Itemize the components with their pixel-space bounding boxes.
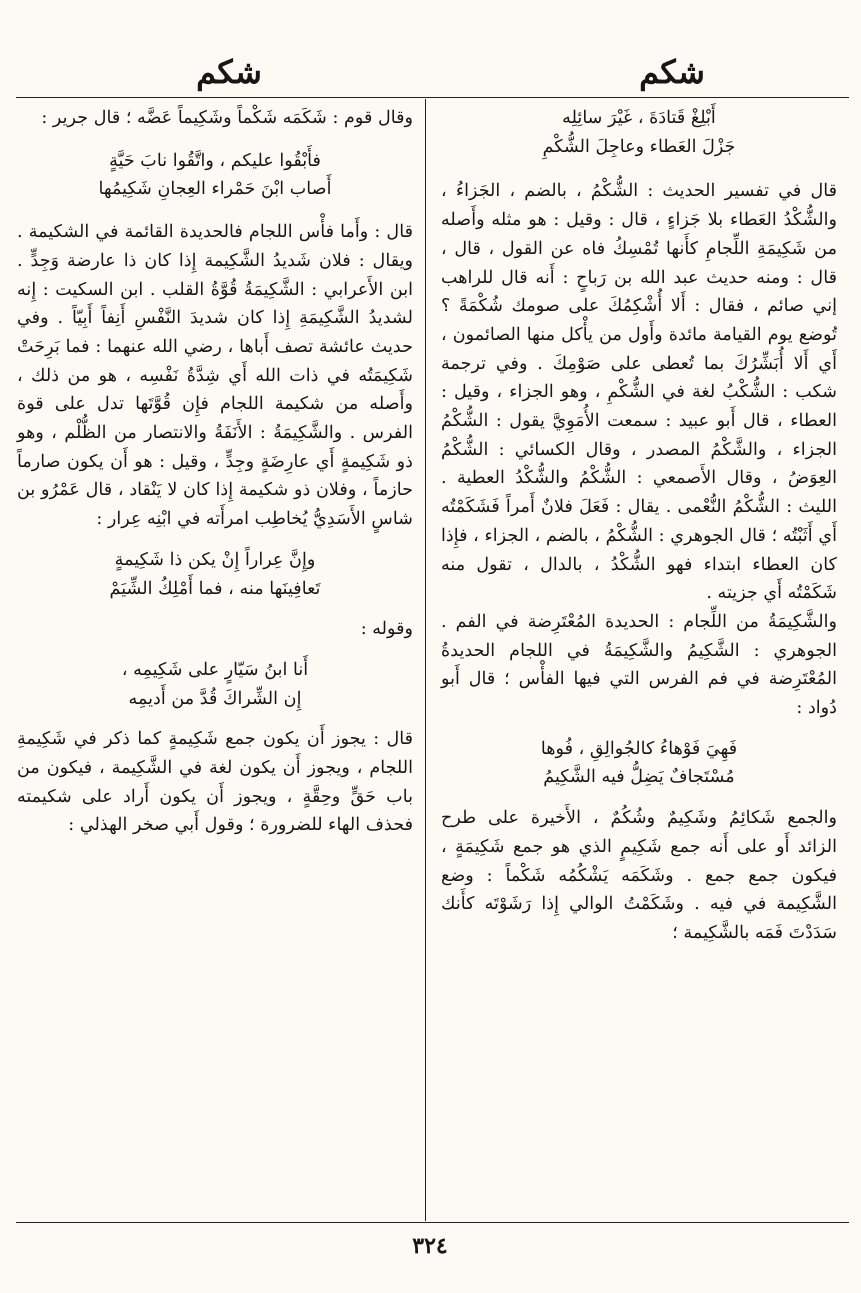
verse-line: وإِنَّ عِراراً إِنْ يكن ذا شَكِيمةٍ	[114, 549, 316, 570]
bottom-rule	[16, 1222, 849, 1223]
right-column	[441, 104, 837, 948]
left-column	[17, 104, 413, 840]
verse-line: فَهِيَ فَوْهاءُ كالجُوالِقِ ، فُوها	[540, 738, 738, 759]
column-divider	[425, 99, 426, 1221]
verse-line: أَبْلِغْ قَتادَةَ ، غَيْرَ سائِلِه	[562, 108, 716, 128]
verse-line: مُسْتَجافٌ يَضِلُّ فيه الشَّكِيمُ	[543, 767, 735, 788]
verse-line: جَزْلَ العَطاء وعاجِلَ الشُّكْمِ	[542, 136, 736, 157]
verse-line: فأَبْقُوا عليكم ، واتَّقُوا نابَ حَيَّةٍ	[109, 150, 321, 171]
paragraph: قال : يجوز أَن يكون جمع شَكِيمةٍ كما ذكر في شَكِيمةِ اللجام ، ويجوز أَن يكون لغة في الشَّكِيمة ، فيكون من باب حَقٍّ وحِقَّةٍ ، ويجوز أَن يكون أَراد على شكيمته فحذف الهاء للضرورة ؛ وقول أَبي صخر الهذلي :	[17, 729, 413, 836]
paragraph: وقال قوم : شَكَمَه شَكْماً وشَكِيماً عَضَّه ؛ قال جرير :	[41, 108, 413, 128]
verse	[17, 147, 413, 204]
verse-line: أَصاب ابْنَ حَمْراء العِجانِ شَكِيمُها	[98, 179, 332, 200]
top-rule	[16, 97, 849, 98]
verse	[441, 735, 837, 792]
paragraph: والشَّكِيمَةُ من اللِّجام : الحديدة المُعْتَرِضة في الفم . الجوهري : الشَّكِيمُ والشَّكِيمَةُ في اللجام الحديدةُ المُعْتَرِضة في فم الفرس التي فيها الفأْس ؛ قال أَبو دُواد :	[441, 611, 837, 719]
verse	[17, 546, 413, 603]
verse	[441, 104, 837, 161]
verse-line: أَنا ابنُ سَيّارٍ على شَكِيمِه ،	[121, 659, 309, 680]
verse-line: إِن الشِّراكَ قُدَّ من أَديمِه	[128, 688, 302, 709]
paragraph: والجمع شَكائِمُ وشَكِيمٌ وشُكُمٌ ، الأَخيرة على طرح الزائد أَو على أَنه جمع شَكِيمٍ الذي هو جمع شَكِيمَةٍ ، فيكون جمع جمع . وشَكَمَه يَشْكُمُه شَكْماً : وضع الشَّكِيمة في فيه . وشَكَمْتُ الوالي إِذا رَشَوْتَه كأَنك سَدَدْتَ فَمَه بالشَّكِيمة ؛	[441, 808, 837, 943]
verse-line: تَعافِينَها منه ، فما أَمْلِكُ الشِّيَمْ	[109, 578, 321, 599]
paragraph: قال : وأَما فأْس اللجام فالحديدة القائمة في الشكيمة . ويقال : فلان شَديدُ الشَّكِيمة إِذا كان ذا عارضة وَجِدٍّ . ابن الأَعرابي : الشَّكِيمَةُ قُوَّةُ القلب . ابن السكيت : إِنه لشديدُ الشَّكِيمَةِ إِذا كان شديدَ النَّفْسِ أَنِفاً أَبِيّاً . وفي حديث عائشة تصف أَباها ، رضي الله عنهما : فما بَرِحَتْ شَكِيمَتُه في ذات الله أَي شِدَّةُ نَفْسِه ، هو من ذلك ، وأَصله من شكيمة اللجام فإِن قُوَّتَها تدل على قوة الفرس . والشَّكِيمَةُ : الأَنَفَةُ والانتصار من الظُّلْم ، وهو ذو شَكِيمةٍ أَي عارِضَةٍ وجِدٍّ ، وقيل : هو أَن يكون صارماً حازماً ، وفلان ذو شكيمة إِذا كان لا يَنْقاد ، قال عَمْرُو بن شاسٍ الأَسَدِيُّ يُخاطِب امرأَته في ابْنِه عِرار :	[17, 222, 413, 530]
page-number: ٣٢٤	[412, 1233, 448, 1259]
verse	[17, 656, 413, 713]
paragraph: وقوله :	[360, 619, 413, 640]
paragraph: قال في تفسير الحديث : الشُّكْمُ ، بالضم ، الجَزاءُ ، والشُّكْدُ العَطاء بلا جَزاءٍ ، قال : وقيل : هو مثله وأَصله من شَكِيمَةِ اللِّجامِ كأَنها تُمْسِكُ فاه عن القول ، قال ، قال : ومنه حديث عبد الله بن رَباحٍ : أَنه قال للراهب إني صائم ، فقال : أَلا أُشْكِمُكَ على صومك شُكْمَةً ؟ تُوضع يوم القيامة مائدة وأَول من يأْكل منها الصائمون ، أَي أَلا أُبَشِّرُكَ بما تُعطى على صَوْمِكَ . وفي ترجمة شكب : الشُّكْبُ لغة في الشُّكْمِ ، وهو الجزاء ، وقيل : العطاء ، قال أَبو عبيد : سمعت الأُمَوِيَّ يقول : الشُّكْمُ الجزاء ، والشَّكْمُ المصدر ، وقال الكسائي : الشُّكْمُ العِوَضُ ، وقال الأَصمعي : الشُّكْمُ والشُّكْدُ العطية . الليث : الشُّكْمُ النُّعْمى . يقال : فَعَلَ فلانٌ أَمراً فَشَكَمْتُه أَي أَثَبْتُه ؛ قال الجوهري : الشُّكْمُ ، بالضم ، الجزاء ، فإِذا كان العطاء ابتداء فهو الشُّكْدُ ، بالدال ، تقول منه شَكَمْتُه أَي جزيته .	[441, 181, 837, 604]
headword-right: شكم	[639, 53, 705, 91]
headword-left: شكم	[196, 53, 262, 91]
